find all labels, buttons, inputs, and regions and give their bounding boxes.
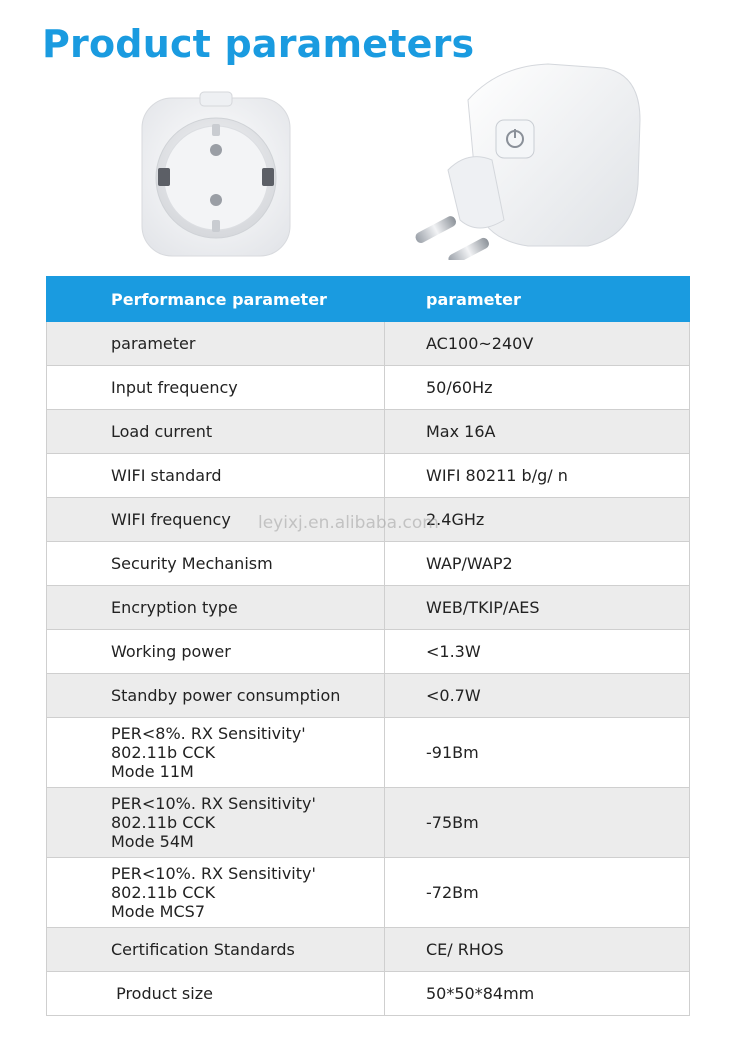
row-key: Input frequency [47,366,385,410]
row-value: CE/ RHOS [385,928,690,972]
row-value: <1.3W [385,630,690,674]
table-row [47,928,690,972]
table-row [47,322,690,366]
row-key: Security Mechanism [47,542,385,586]
table-row [47,498,690,542]
row-key: Load current [47,410,385,454]
row-key: Encryption type [47,586,385,630]
row-key: Product size [47,972,385,1016]
page-title: Product parameters [42,22,475,66]
header-parameter: parameter [385,277,690,322]
row-key: parameter [47,322,385,366]
table-row [47,410,690,454]
row-key: PER<10%. RX Sensitivity' 802.11b CCK Mode 54M [47,788,385,858]
watermark: leyixj.en.alibaba.com [258,513,439,533]
row-value: -72Bm [385,858,690,928]
row-value: 50*50*84mm [385,972,690,1016]
row-value: WAP/WAP2 [385,542,690,586]
table-row [47,788,690,858]
table-row [47,718,690,788]
row-key: Standby power consumption [47,674,385,718]
table-row [47,366,690,410]
table-header-row [47,277,690,322]
row-value: WIFI 80211 b/g/ n [385,454,690,498]
parameters-table [46,276,690,1016]
row-value: 50/60Hz [385,366,690,410]
header-performance-parameter: Performance parameter [47,277,385,322]
table-row [47,630,690,674]
row-key: WIFI frequency [47,498,385,542]
row-key: Certification Standards [47,928,385,972]
row-value: WEB/TKIP/AES [385,586,690,630]
row-value: -91Bm [385,718,690,788]
row-key: WIFI standard [47,454,385,498]
smart-plug-front-image [138,88,294,260]
table-row [47,858,690,928]
row-value: 2.4GHz [385,498,690,542]
table-row [47,586,690,630]
row-key: Working power [47,630,385,674]
row-key: PER<10%. RX Sensitivity' 802.11b CCK Mode MCS7 [47,858,385,928]
row-value: Max 16A [385,410,690,454]
row-value: AC100~240V [385,322,690,366]
table-row [47,674,690,718]
smart-plug-side-image [408,60,648,260]
table-row [47,972,690,1016]
row-value: <0.7W [385,674,690,718]
row-key: PER<8%. RX Sensitivity' 802.11b CCK Mode 11M [47,718,385,788]
table-row [47,542,690,586]
row-value: -75Bm [385,788,690,858]
table-row [47,454,690,498]
